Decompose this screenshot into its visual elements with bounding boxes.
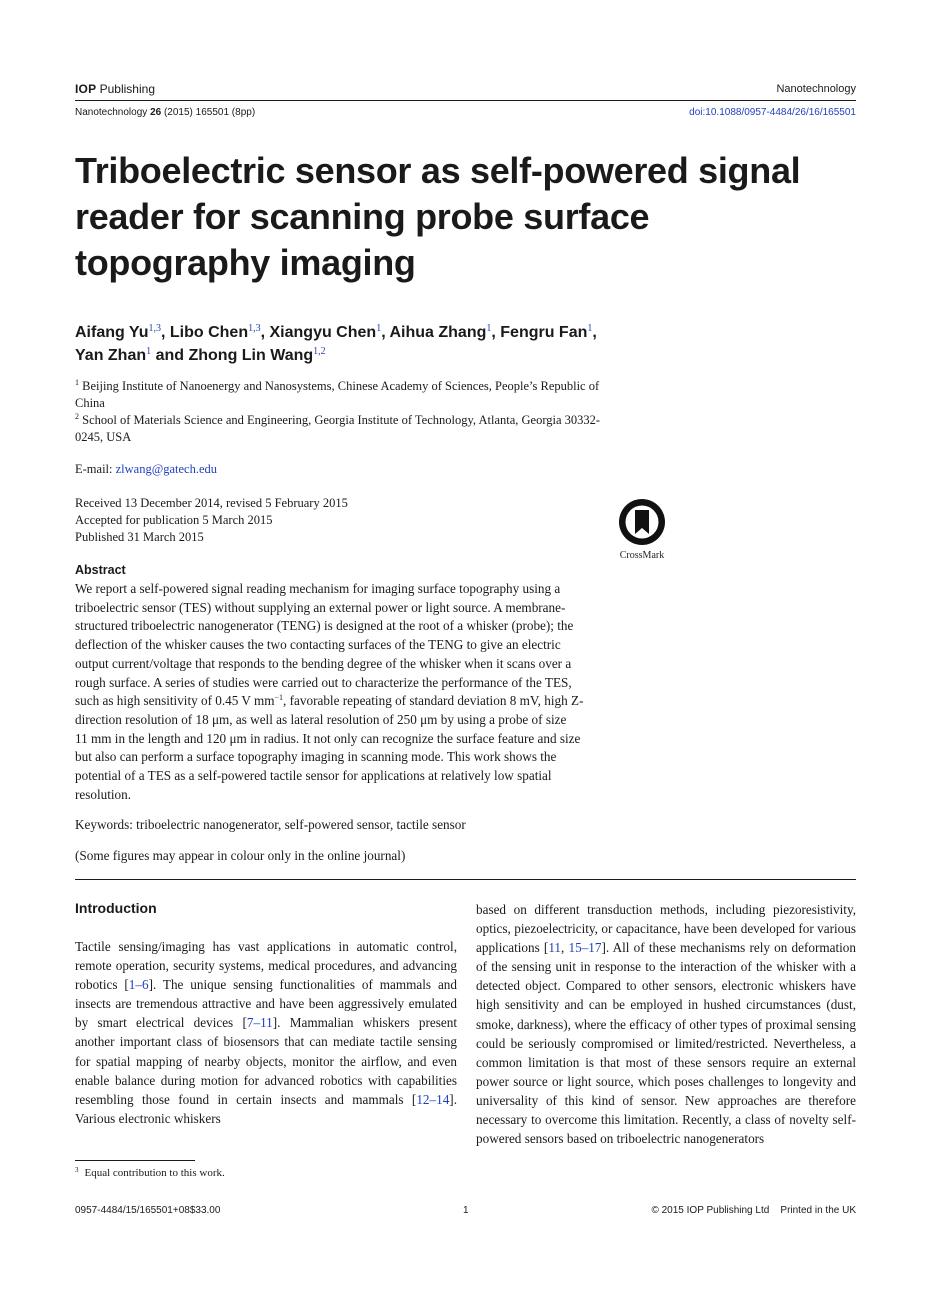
publication-dates: Received 13 December 2014, revised 5 February 2015 Accepted for publication 5 March 2015 Published 31 March 2015 (75, 496, 348, 544)
author: Aihua Zhang$^1$, (389, 323, 501, 341)
affiliation-cont: 0245, USA (75, 430, 132, 444)
affiliation: $^2$ School of Materials Science and Engineering, Georgia Institute of Technology, Atlanta, Georgia 30332- (75, 412, 601, 427)
author: Fengru Fan$^1$, (500, 323, 597, 341)
journal-name: Nanotechnology (776, 83, 856, 95)
crossmark-badge[interactable]: CrossMark (612, 497, 672, 559)
page-footer (75, 1205, 856, 1216)
footnote-rule (75, 1160, 195, 1161)
author: Aifang Yu$^{1,3}$, (75, 323, 170, 341)
affiliations (75, 378, 675, 446)
ref-link[interactable]: 7–11 (246, 1015, 273, 1031)
publisher-logo: IOP Publishing (75, 82, 155, 96)
ref-link[interactable]: 15–17 (568, 940, 602, 956)
email-link[interactable]: zlwang@gatech.edu (115, 462, 218, 476)
abstract-text: We report a self-powered signal reading mechanism for imaging surface topography using a triboelectric sensor (TES) without supplying an external power or light source. A membrane- structured triboelectric nanogenerator (TENG) is designed at the root of a whisker (probe); the deflection of the whisker causes the two contacting surfaces of the TENG to give an electric output current/voltage that responds to the bending degree of the whisker when it scans over a rough surface. A series of studies were carried out to characterize the performance of the TES, such as high sensitivity of 0.45 V $mm^{-1}$, favorable repeating of standard deviation 8 mV, high Z- direction resolution of 18 μm, as well as lateral resolution of 250 μm by using a probe of size 11 mm in the length and 120 μm in radius. It not only can recognize the surface feature and size but also can perform a surface topography imaging in scanning mode. This work shows the potential of a TES as a self-powered tactile sensor for applications at relatively low spatial resolution. (75, 581, 584, 802)
footer-copyright: © 2015 IOP Publishing Ltd Printed in the UK (651, 1205, 856, 1216)
abstract-heading: Abstract (75, 563, 126, 577)
crossmark-icon (617, 497, 667, 547)
affiliation-cont: China (75, 396, 105, 410)
introduction-heading: Introduction (75, 900, 157, 916)
body-column-right: based on different transduction methods, including piezoresistivity, optics, piezoelectricity, or capacitance, have been developed for various applications [11, 15–17]. All of these mechanisms rely on deformation of the sensing unit in response to the interaction of the whisker with a detected object. Compared to other sensors, electronic whiskers have high sensitivity and can be employed in hushed circumstances (dust, smoke, darkness), where the efficacy of other types of proximal sensing could be seriously compromised or limited/restricted. Nevertheless, a common limitation is that most of these sensors require an external power source or light source, which poses challenges to longevity and universality of this kind of sensor. New approaches are therefore necessary to overcome this limitation. Recently, a class of novelty self-powered sensors based on triboelectric nanogenerators (476, 902, 856, 1147)
ref-link[interactable]: 11 (548, 940, 562, 956)
running-header (75, 82, 856, 100)
footnote: $^3$ Equal contribution to this work. (75, 1166, 225, 1179)
footer-issn: 0957-4484/15/165501+08$33.00 (75, 1205, 221, 1216)
colour-note: (Some figures may appear in colour only in the online journal) (75, 848, 406, 863)
header-rule (75, 100, 856, 101)
ref-link[interactable]: 12–14 (416, 1091, 450, 1107)
citation-line: Nanotechnology 26 (2015) 165501 (8pp) doi:10.1088/0957-4484/26/16/165501 (75, 107, 856, 118)
body-column-left: Tactile sensing/imaging has vast applications in automatic control, remote operation, security systems, medical procedures, and advancing robotics [1–6]. The unique sensing functionalities of mammals and insects are tremendous attractive and have been aggressively emulated by smart electrical devices [7–11]. Mammalian whiskers present another important class of biosensors that can mediate tactile sensing for spatial mapping of nearby objects, monitor the airflow, and even enable balance during motion for advanced robotics with capabilities resembling those found in certain insects and mammals [12–14]. Various electronic whiskers (75, 939, 457, 1126)
email-line: E-mail: zlwang@gatech.edu (75, 462, 218, 476)
keywords: Keywords: triboelectric nanogenerator, self-powered sensor, tactile sensor (75, 817, 466, 832)
author-list (75, 321, 775, 367)
page-number: 1 (463, 1205, 469, 1216)
section-rule (75, 879, 856, 880)
article-title: Triboelectric sensor as self-powered signal reader for scanning probe surface topography imaging (75, 150, 801, 283)
doi-link[interactable]: doi:10.1088/0957-4484/26/16/165501 (689, 107, 856, 118)
ref-link[interactable]: 1–6 (128, 977, 149, 993)
author: Zhong Lin Wang$^{1,2}$ (188, 346, 326, 364)
affiliation: $^1$ Beijing Institute of Nanoenergy and Nanosystems, Chinese Academy of Sciences, People’s Republic of (75, 378, 600, 393)
author: Yan Zhan$^1$ and (75, 346, 189, 364)
author: Xiangyu Chen$^1$, (269, 323, 390, 341)
author: Libo Chen$^{1,3}$, (169, 323, 270, 341)
